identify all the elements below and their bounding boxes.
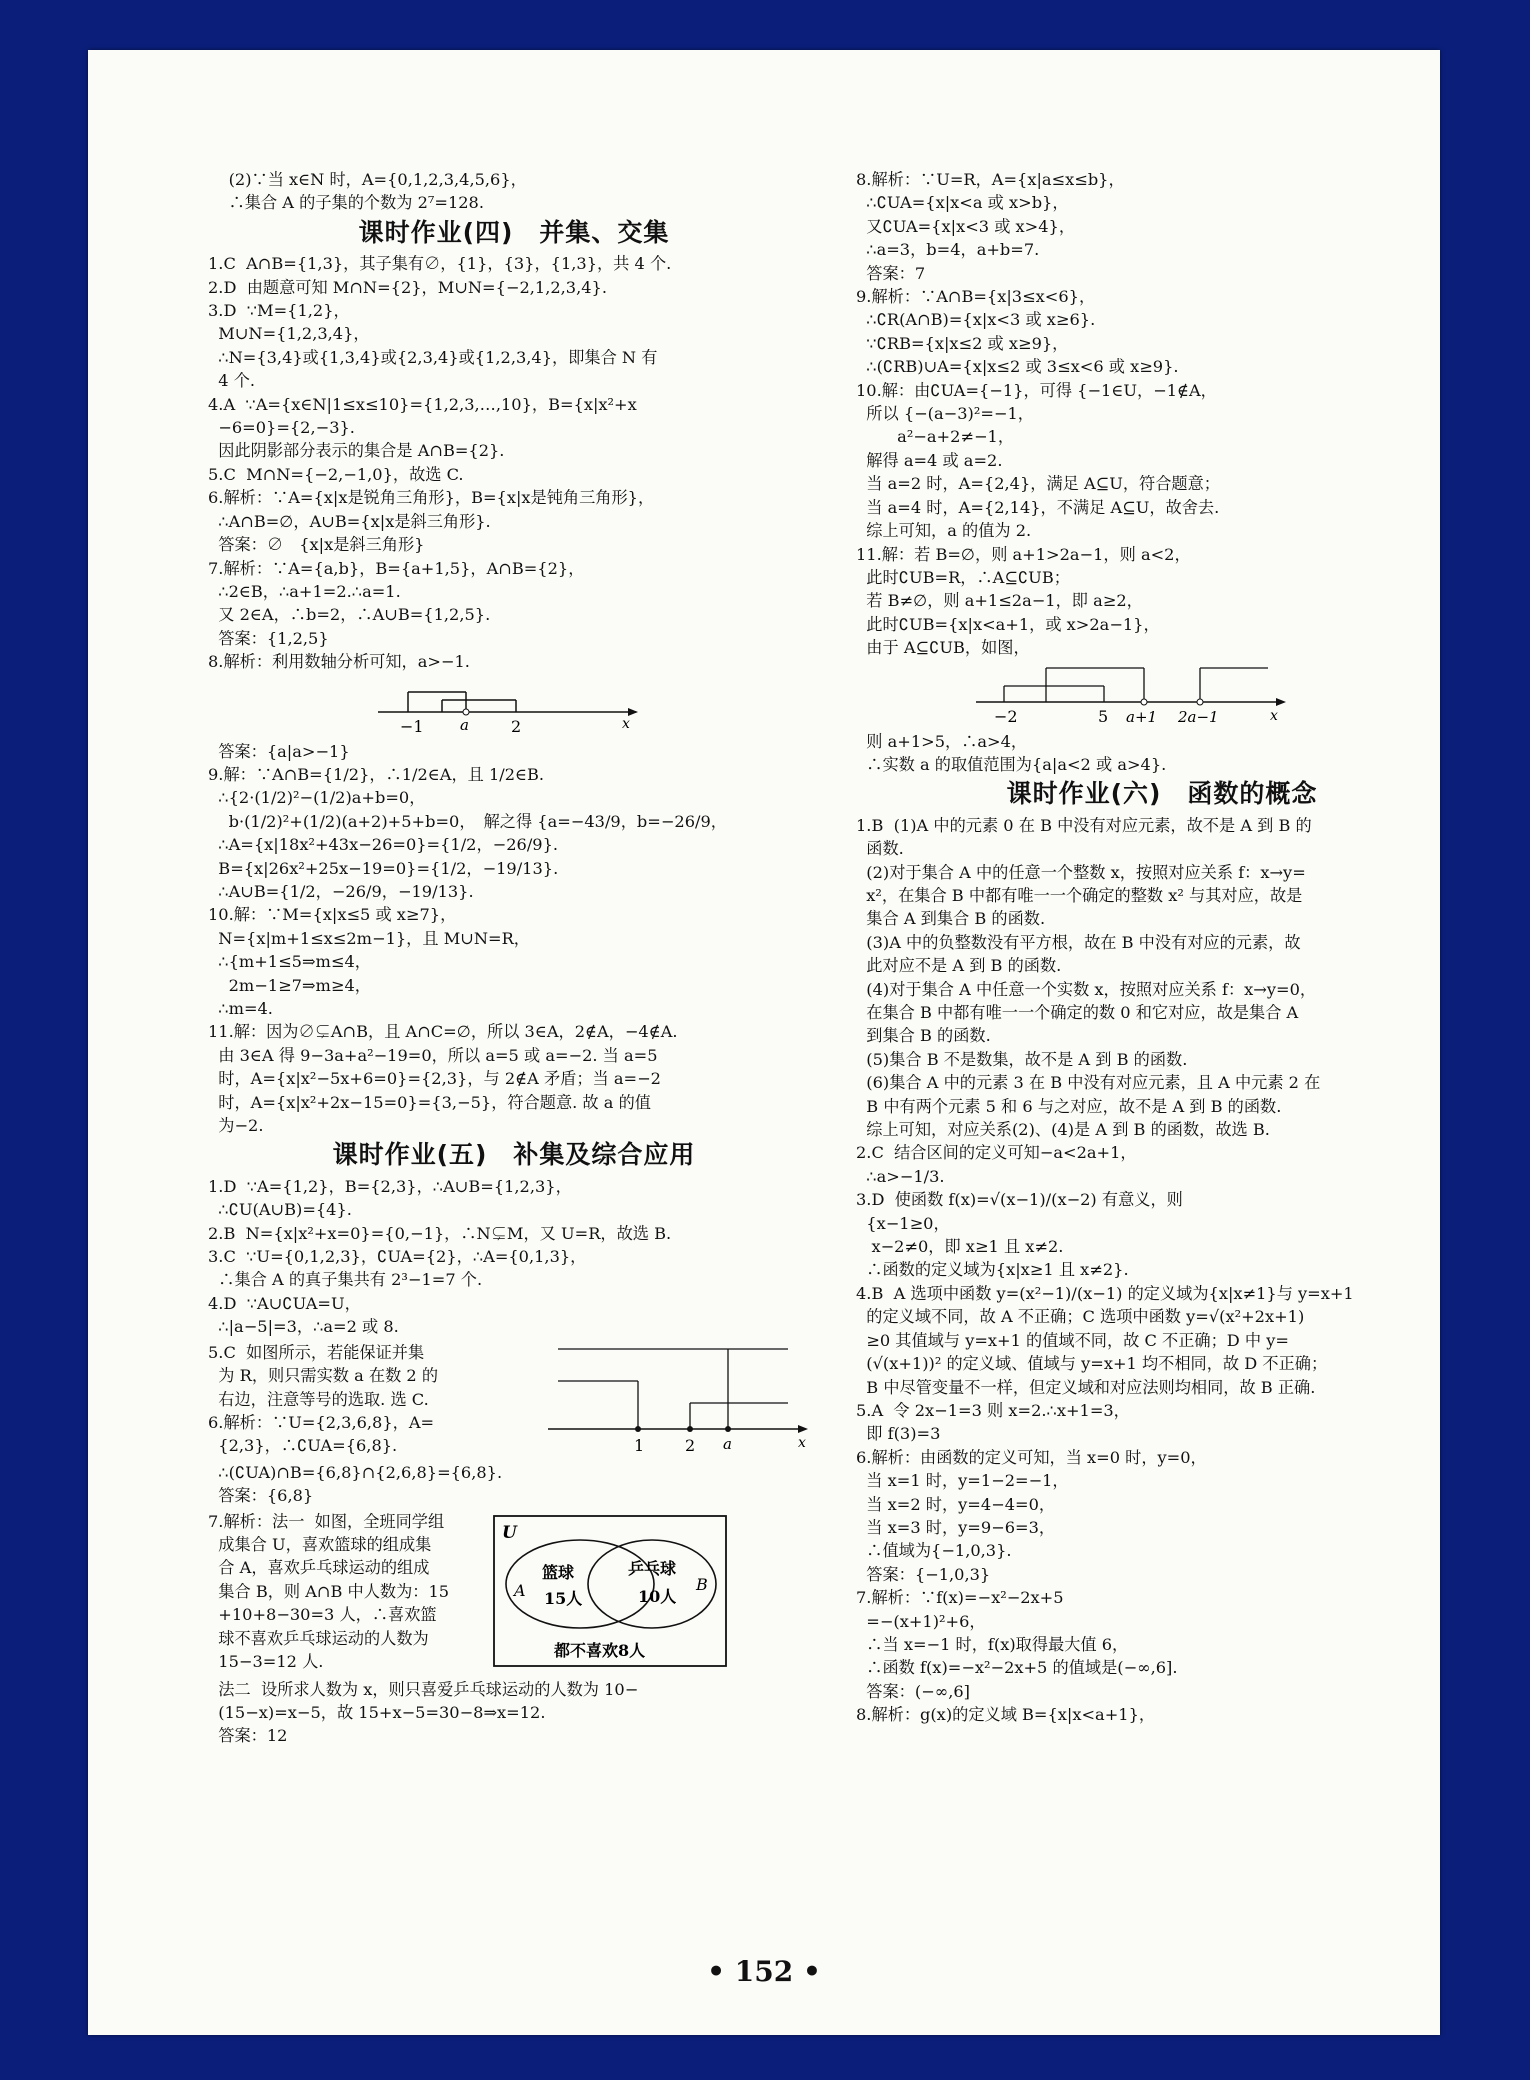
text-line: ∴函数的定义域为{x|x≥1 且 x≠2}. [856, 1260, 1129, 1280]
q7-block [208, 1510, 820, 1676]
text-line: 答案：{6,8} [208, 1486, 314, 1506]
text-line: 到集合 B 的函数. [856, 1026, 991, 1046]
number-line-3 [856, 662, 1468, 728]
text-line: ∴(∁RB)∪A={x|x≤2 或 3≤x<6 或 x≥9}. [856, 357, 1179, 377]
text-line: ∴A∩B=∅，A∪B={x|x是斜三角形}. [208, 511, 491, 531]
text-line: 又 2∈A，∴b=2，∴A∪B={1,2,5}. [208, 605, 491, 625]
text-line: ∴2∈B，∴a+1=2.∴a=1. [208, 581, 401, 601]
text-line: 5.A 令 2x−1=3 则 x=2.∴x+1=3， [856, 1400, 1130, 1420]
text-line: ∴实数 a 的取值范围为{a|a<2 或 a>4}. [856, 754, 1167, 774]
number-line-figure-3 [856, 662, 1468, 728]
nl2-label-1: 1 [634, 1435, 645, 1455]
text-line: 成集合 U，喜欢篮球的组成集 [208, 1534, 432, 1554]
nl3-label-minus2: −2 [994, 706, 1018, 726]
text-line: 11.解：因为∅⊊A∩B，且 A∩C=∅，所以 3∈A，2∉A，−4∉A. [208, 1022, 678, 1042]
number-line-figure-1 [208, 676, 820, 738]
text-line: 集合 A 到集合 B 的函数. [856, 909, 1046, 929]
text-line: +10+8−30=3 人，∴喜欢篮 [208, 1605, 437, 1625]
text-line: (5)集合 B 不是数集，故不是 A 到 B 的函数. [856, 1049, 1188, 1069]
text-line: B 中有两个元素 5 和 6 与之对应，故不是 A 到 B 的函数. [856, 1096, 1282, 1116]
text-line: 10.解：∵M={x|x≤5 或 x≥7}， [208, 905, 457, 925]
text-line: ∴A∪B={1/2，−26/9，−19/13}. [208, 881, 474, 901]
text-line: 3.C ∵U={0,1,2,3}，∁UA={2}，∴A={0,1,3}， [208, 1247, 587, 1267]
text-line: (2)对于集合 A 中的任意一个整数 x，按照对应关系 f：x→y= [856, 862, 1306, 882]
text-line: B 中尽管变量不一样，但定义域和对应法则均相同，故 B 正确. [856, 1377, 1316, 1397]
venn-a-name: 篮球 [542, 1562, 575, 1582]
text-line: 4 个. [208, 371, 256, 391]
text-line: 2m−1≥7⇒m≥4， [208, 975, 371, 995]
text-line: 时，A={x|x²−5x+6=0}={2,3}，与 2∉A 矛盾；当 a=−2 [208, 1069, 661, 1089]
text-line: =−(x+1)²+6， [856, 1611, 986, 1631]
nl3-label-2a1: 2a−1 [1178, 707, 1219, 726]
text-line: 综上可知，a 的值为 2. [856, 521, 1032, 541]
answer-page [88, 50, 1440, 2035]
text-line: 当 x=1 时，y=1−2=−1， [856, 1471, 1069, 1491]
text-line: ∴N={3,4}或{1,3,4}或{2,3,4}或{1,2,3,4}，即集合 N 有 [208, 347, 658, 367]
text-line: 1.D ∵A={1,2}，B={2,3}，∴A∪B={1,2,3}， [208, 1176, 572, 1196]
text-line: 答案：12 [208, 1726, 288, 1746]
left-column [208, 168, 820, 1748]
text-line: ∴∁UA={x|x<a 或 x>b}， [856, 193, 1069, 213]
venn-neither-label: 都不喜欢8人 [554, 1640, 646, 1660]
text-line: (15−x)=x−5，故 15+x−5=30−8⇒x=12. [208, 1702, 546, 1722]
text-line: ∵∁RB={x|x≤2 或 x≥9}， [856, 333, 1069, 353]
text-line: 函数. [856, 839, 904, 859]
text-line: 当 a=2 时，A={2,4}，满足 A⊆U，符合题意； [856, 474, 1220, 494]
text-line: 则 a+1>5，∴a>4， [856, 731, 1028, 751]
venn-a-count: 15人 [544, 1588, 583, 1608]
right-column [856, 168, 1468, 1727]
nl1-label-x: x [622, 715, 630, 732]
number-line-1 [208, 676, 820, 738]
text-line: 4.D ∵A∪∁UA=U， [208, 1293, 361, 1313]
venn-diagram [488, 1510, 788, 1676]
nl1-label-minus1: −1 [400, 716, 424, 736]
page-number: • 152 • [707, 1955, 821, 1988]
text-line: 7.解析：∵A={a,b}，B={a+1,5}，A∩B={2}， [208, 558, 585, 578]
section-title-4: 课时作业(四) 并集、交集 [358, 217, 670, 247]
section-title-5: 课时作业(五) 补集及综合应用 [332, 1140, 696, 1170]
text-line: 此时∁UB=R，∴A⊆∁UB； [856, 567, 1070, 587]
section-title-6: 课时作业(六) 函数的概念 [1006, 779, 1318, 809]
text-line: 法二 设所求人数为 x，则只喜爱乒乓球运动的人数为 10− [208, 1679, 639, 1699]
q5-text [208, 1341, 548, 1458]
text-line: ∴{m+1≤5⇒m≤4， [208, 952, 371, 972]
text-line: 5.C 如图所示，若能保证并集 [208, 1342, 425, 1362]
text-line: 8.解析：g(x)的定义域 B={x|x<a+1}， [856, 1705, 1156, 1725]
text-line: 6.解析：由函数的定义可知，当 x=0 时，y=0， [856, 1447, 1207, 1467]
text-line: 在集合 B 中都有唯一一个确定的数 0 和它对应，故是集合 A [856, 1003, 1299, 1022]
text-line: 解得 a=4 或 a=2. [856, 450, 1003, 470]
text-line: ∴{2·(1/2)²−(1/2)a+b=0， [208, 788, 426, 808]
text-line: 因此阴影部分表示的集合是 A∩B={2}. [208, 441, 505, 461]
text-line: 为−2. [208, 1116, 264, 1136]
text-line: ∴∁U(A∪B)={4}. [208, 1200, 352, 1220]
text-line: 由 3∈A 得 9−3a+a²−19=0，所以 a=5 或 a=−2. 当 a=5 [208, 1045, 658, 1065]
text-line: (6)集合 A 中的元素 3 在 B 中没有对应元素，且 A 中元素 2 在 [856, 1073, 1321, 1093]
text-line: b·(1/2)²+(1/2)(a+2)+5+b=0， 解之得 {a=−43/9，b=−26/9， [208, 811, 727, 831]
nl3-label-5: 5 [1098, 706, 1109, 726]
text-line: ∴集合 A 的子集的个数为 2⁷=128. [208, 193, 484, 213]
text-line: 答案：∅ {x|x是斜三角形} [208, 535, 425, 555]
text-line: 综上可知，对应关系(2)、(4)是 A 到 B 的函数，故选 B. [856, 1120, 1270, 1140]
text-line: 即 f(3)=3 [856, 1424, 941, 1444]
left-intro [208, 168, 820, 215]
text-line: ∴集合 A 的真子集共有 2³−1=7 个. [208, 1270, 483, 1290]
text-line: ∴函数 f(x)=−x²−2x+5 的值域是(−∞,6]. [856, 1658, 1178, 1678]
text-line: a²−a+2≠−1， [856, 427, 1015, 447]
text-line: −6=0}={2,−3}. [208, 418, 355, 438]
text-line: 8.解析：利用数轴分析可知，a>−1. [208, 652, 470, 672]
text-line: 11.解：若 B=∅，则 a+1>2a−1，则 a<2， [856, 544, 1191, 564]
text-line: 1.C A∩B={1,3}，其子集有∅，{1}，{3}，{1,3}，共 4 个. [208, 254, 672, 274]
text-line: 5.C M∩N={−2,−1,0}，故选 C. [208, 464, 464, 484]
text-line: 7.解析：∵f(x)=−x²−2x+5 [856, 1588, 1064, 1608]
text-line: {2,3}，∴∁UA={6,8}. [208, 1436, 398, 1456]
q5-block [208, 1341, 820, 1459]
text-line: 又∁UA={x|x<3 或 x>4}， [856, 216, 1076, 236]
text-line: 9.解析：∵A∩B={x|3≤x<6}， [856, 287, 1096, 307]
text-line: 的定义域不同，故 A 不正确；C 选项中函数 y=√(x²+2x+1) [856, 1307, 1305, 1327]
text-line: ∴当 x=−1 时，f(x)取得最大值 6， [856, 1634, 1129, 1654]
text-line: 球不喜欢乒乓球运动的人数为 [208, 1628, 429, 1648]
venn-circle-a [506, 1540, 654, 1628]
section4-answers-a [208, 252, 820, 673]
venn-universe-label: U [502, 1522, 517, 1543]
text-line: x−2≠0，即 x≥1 且 x≠2. [856, 1237, 1064, 1257]
venn-b-count: 10人 [638, 1586, 677, 1606]
text-line: 答案：(−∞,6] [856, 1681, 970, 1701]
text-line: 7.解析：法一 如图，全班同学组 [208, 1511, 445, 1531]
text-line: 此对应不是 A 到 B 的函数. [856, 956, 1062, 976]
text-line: 时，A={x|x²+2x−15=0}={3,−5}，符合题意. 故 a 的值 [208, 1092, 651, 1112]
text-line: 若 B≠∅，则 a+1≤2a−1，即 a≥2， [856, 591, 1143, 611]
text-line: (4)对于集合 A 中任意一个实数 x，按照对应关系 f：x→y=0， [856, 979, 1317, 999]
text-line: 8.解析：∵U=R，A={x|a≤x≤b}， [856, 170, 1125, 189]
text-line: 当 x=2 时，y=4−4=0， [856, 1494, 1056, 1514]
text-line: ∴值域为{−1,0,3}. [856, 1541, 1012, 1561]
nl2-label-a: a [723, 1434, 732, 1453]
text-line: 9.解：∵A∩B={1/2}，∴1/2∈A，且 1/2∈B. [208, 764, 545, 784]
text-line: 6.解析：∵A={x|x是锐角三角形}，B={x|x是钝角三角形}， [208, 488, 655, 508]
text-line: 右边，注意等号的选取. 选 C. [208, 1389, 429, 1409]
text-line: ∴m=4. [208, 999, 273, 1018]
text-line: M∪N={1,2,3,4}， [208, 324, 370, 344]
text-line: (2)∵当 x∈N 时，A={0,1,2,3,4,5,6}， [208, 170, 527, 189]
text-line: 答案：{a|a>−1} [208, 741, 350, 761]
venn-a-label: A [514, 1580, 526, 1600]
nl1-label-a: a [460, 715, 469, 734]
text-line: 1.B (1)A 中的元素 0 在 B 中没有对应元素，故不是 A 到 B 的 [856, 815, 1312, 835]
text-line: ∴a>−1/3. [856, 1166, 945, 1186]
nl3-label-a1: a+1 [1126, 707, 1158, 726]
venn-b-label: B [696, 1574, 708, 1594]
q7-text [208, 1510, 488, 1674]
number-line-2 [548, 1341, 818, 1459]
text-line: 合 A，喜欢乒乓球运动的组成 [208, 1558, 430, 1578]
section5-answers-a [208, 1175, 820, 1339]
nl2-label-2: 2 [685, 1435, 696, 1455]
text-line: 6.解析：∵U={2,3,6,8}，A= [208, 1412, 435, 1432]
section5-answers-b [208, 1461, 820, 1508]
section5-answers-c [208, 1678, 820, 1748]
text-line: 2.C 结合区间的定义可知−a<2a+1， [856, 1143, 1137, 1163]
text-line: 15−3=12 人. [208, 1651, 324, 1671]
text-line: {x−1≥0， [856, 1213, 950, 1233]
text-line: 此时∁UB={x|x<a+1，或 x>2a−1}， [856, 614, 1160, 634]
text-line: x²，在集合 B 中都有唯一一个确定的整数 x² 与其对应，故是 [856, 885, 1303, 905]
text-line: 答案：{1,2,5} [208, 628, 329, 648]
nl3-label-x: x [1270, 707, 1278, 724]
text-line: ∴A={x|18x²+43x−26=0}={1/2，−26/9}. [208, 835, 559, 855]
text-line: 答案：{−1,0,3} [856, 1564, 991, 1584]
text-line: 当 a=4 时，A={2,14}，不满足 A⊆U，故舍去. [856, 497, 1220, 517]
text-line: 答案：7 [856, 263, 926, 283]
text-line: 为 R，则只需实数 a 在数 2 的 [208, 1366, 439, 1386]
text-line: 当 x=3 时，y=9−6=3， [856, 1517, 1056, 1537]
nl1-label-2: 2 [511, 716, 522, 736]
text-line: 集合 B，则 A∩B 中人数为：15 [208, 1581, 450, 1601]
nl2-label-x: x [798, 1434, 806, 1451]
text-line: ∴a=3，b=4，a+b=7. [856, 240, 1040, 260]
text-line: N={x|m+1≤x≤2m−1}，且 M∪N=R， [208, 928, 530, 948]
text-line: 由于 A⊆∁UB，如图， [856, 638, 1030, 658]
right-answers-a [856, 168, 1468, 660]
text-line: (3)A 中的负整数没有平方根，故在 B 中没有对应的元素，故 [856, 932, 1301, 952]
text-line: ∴(∁UA)∩B={6,8}∩{2,6,8}={6,8}. [208, 1462, 503, 1482]
right-answers-c [856, 814, 1468, 1727]
text-line: (√(x+1))² 的定义域、值域与 y=x+1 均不相同，故 D 不正确； [856, 1354, 1328, 1374]
text-line: 所以 {−(a−3)²=−1， [856, 404, 1034, 424]
text-line: B={x|26x²+25x−19=0}={1/2，−19/13}. [208, 858, 559, 878]
text-line: ≥0 其值域与 y=x+1 的值域不同，故 C 不正确；D 中 y= [856, 1330, 1289, 1350]
section4-answers-b [208, 740, 820, 1138]
text-line: 2.D 由题意可知 M∩N={2}，M∪N={−2,1,2,3,4}. [208, 277, 607, 297]
text-line: 4.B A 选项中函数 y=(x²−1)/(x−1) 的定义域为{x|x≠1}与 y=x+1 [856, 1283, 1354, 1303]
text-line: 3.D ∵M={1,2}， [208, 301, 350, 321]
text-line: 4.A ∵A={x∈N|1≤x≤10}={1,2,3,…,10}，B={x|x²+x [208, 394, 637, 414]
right-answers-b [856, 730, 1468, 777]
text-line: 3.D 使函数 f(x)=√(x−1)/(x−2) 有意义，则 [856, 1190, 1183, 1210]
text-line: 2.B N={x|x²+x=0}={0,−1}，∴N⊊M，又 U=R，故选 B. [208, 1223, 672, 1243]
venn-b-name: 乒乓球 [628, 1558, 677, 1578]
text-line: ∴∁R(A∩B)={x|x<3 或 x≥6}. [856, 310, 1096, 330]
text-line: 10.解：由∁UA={−1}，可得 {−1∈U，−1∉A， [856, 380, 1217, 400]
text-line: ∴|a−5|=3，∴a=2 或 8. [208, 1317, 399, 1337]
